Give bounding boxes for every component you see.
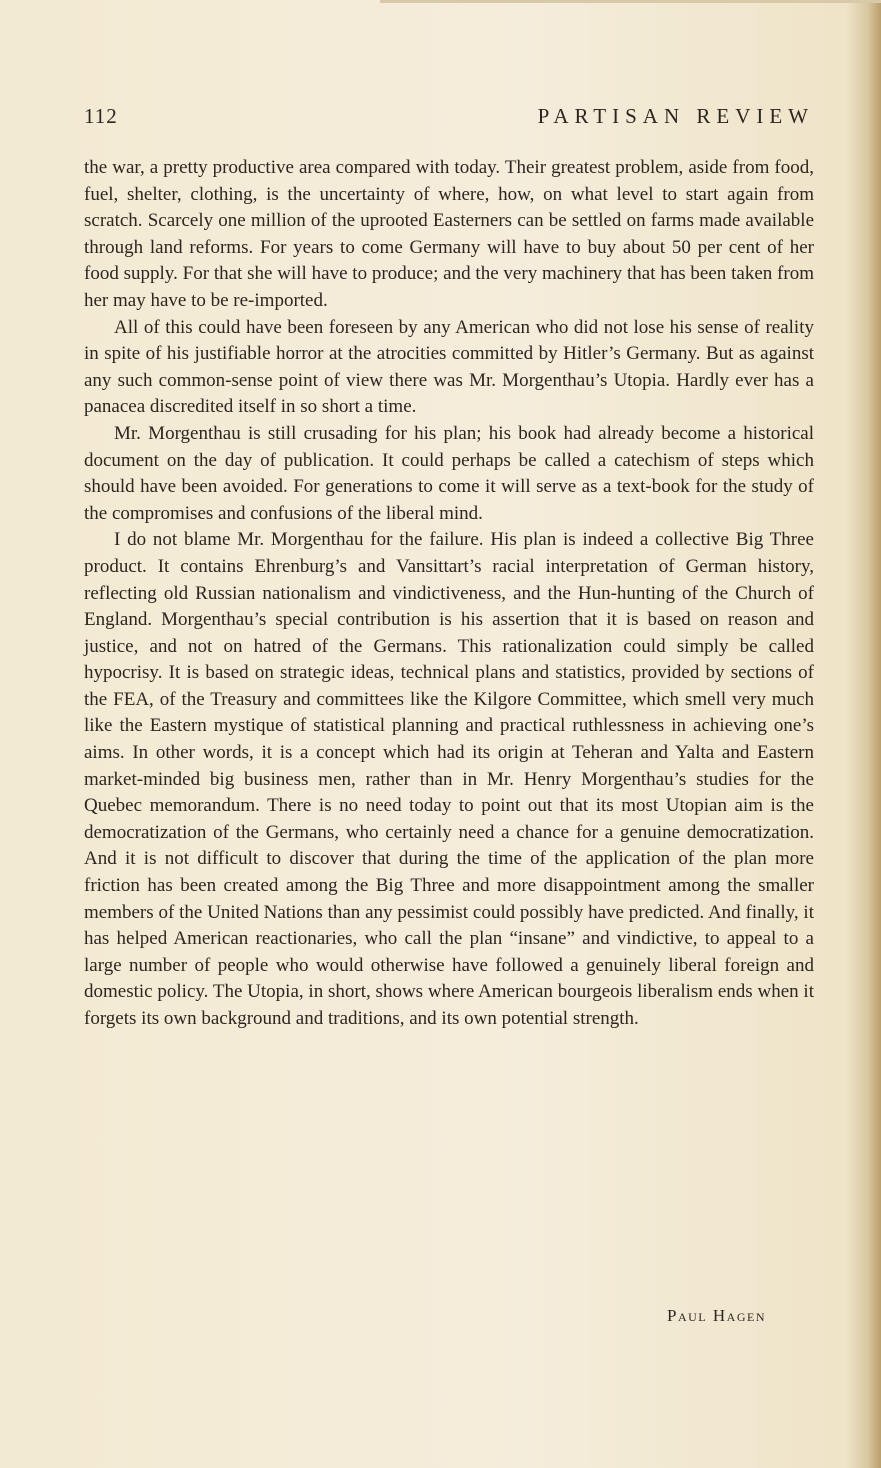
page-header <box>84 104 814 134</box>
page-top-edge <box>380 0 881 3</box>
running-title: PARTISAN REVIEW <box>537 104 814 128</box>
page-number: 112 <box>84 104 118 128</box>
paragraph-1: the war, a pretty productive area compared with today. Their greatest problem, aside from food, fuel, shelter, clothing, is the uncertainty of where, how, on what level to start again from scratch. Scarcely one million of the uprooted Easterners can be settled on farms made available through land reforms. For years to come Germany will have to buy about 50 per cent of her food supply. For that she will have to produce; and the very machinery that has been taken from her may have to be re-imported. <box>84 157 814 311</box>
paragraph-2: All of this could have been foreseen by any American who did not lose his sense of reality in spite of his justifiable horror at the atrocities committed by Hitler’s Germany. But as against any such common-sense point of view there was Mr. Morgenthau’s Utopia. Hardly ever has a panacea discredited itself in so short a time. <box>84 316 814 418</box>
paragraph-3: Mr. Morgenthau is still crusading for his plan; his book had already become a historical document on the day of publication. It could perhaps be called a catechism of steps which should have been avoided. For generations to come it will serve as a text-book for the study of the compromises and confusions of the liberal mind. <box>84 422 814 524</box>
author-signature: Paul Hagen <box>667 1306 766 1325</box>
article-body <box>84 155 814 1033</box>
paragraph-4: I do not blame Mr. Morgenthau for the failure. His plan is indeed a collective Big Three product. It contains Ehrenburg’s and Vansittart’s racial interpretation of German history, reflecting old Russian nationalism and vindictiveness, and the Hun-hunting of the Church of England. Morgenthau’s special contribution is his assertion that it is based on reason and justice, and not on hatred of the Germans. This rationalization could simply be called hypocrisy. It is based on strategic ideas, technical plans and statistics, provided by sections of the FEA, of the Treasury and committees like the Kilgore Committee, which smell very much like the Eastern mystique of statistical planning and practical ruthlessness in achieving one’s aims. In other words, it is a concept which had its origin at Teheran and Yalta and Eastern market-minded big business men, rather than in Mr. Henry Morgenthau’s studies for the Quebec memorandum. There is no need today to point out that its most Utopian aim is the democratization of the Germans, who certainly need a chance for a genuine democratization. And it is not difficult to discover that during the time of the application of the plan more friction has been created among the Big Three and more disappointment among the smaller members of the United Nations than any pessimist could possibly have predicted. And finally, it has helped American reactionaries, who call the plan “insane” and vindictive, to appeal to a large number of people who would otherwise have followed a genuinely liberal foreign and domestic policy. The Utopia, in short, shows where American bourgeois liberalism ends when it forgets its own background and traditions, and its own potential strength. <box>84 529 814 1029</box>
